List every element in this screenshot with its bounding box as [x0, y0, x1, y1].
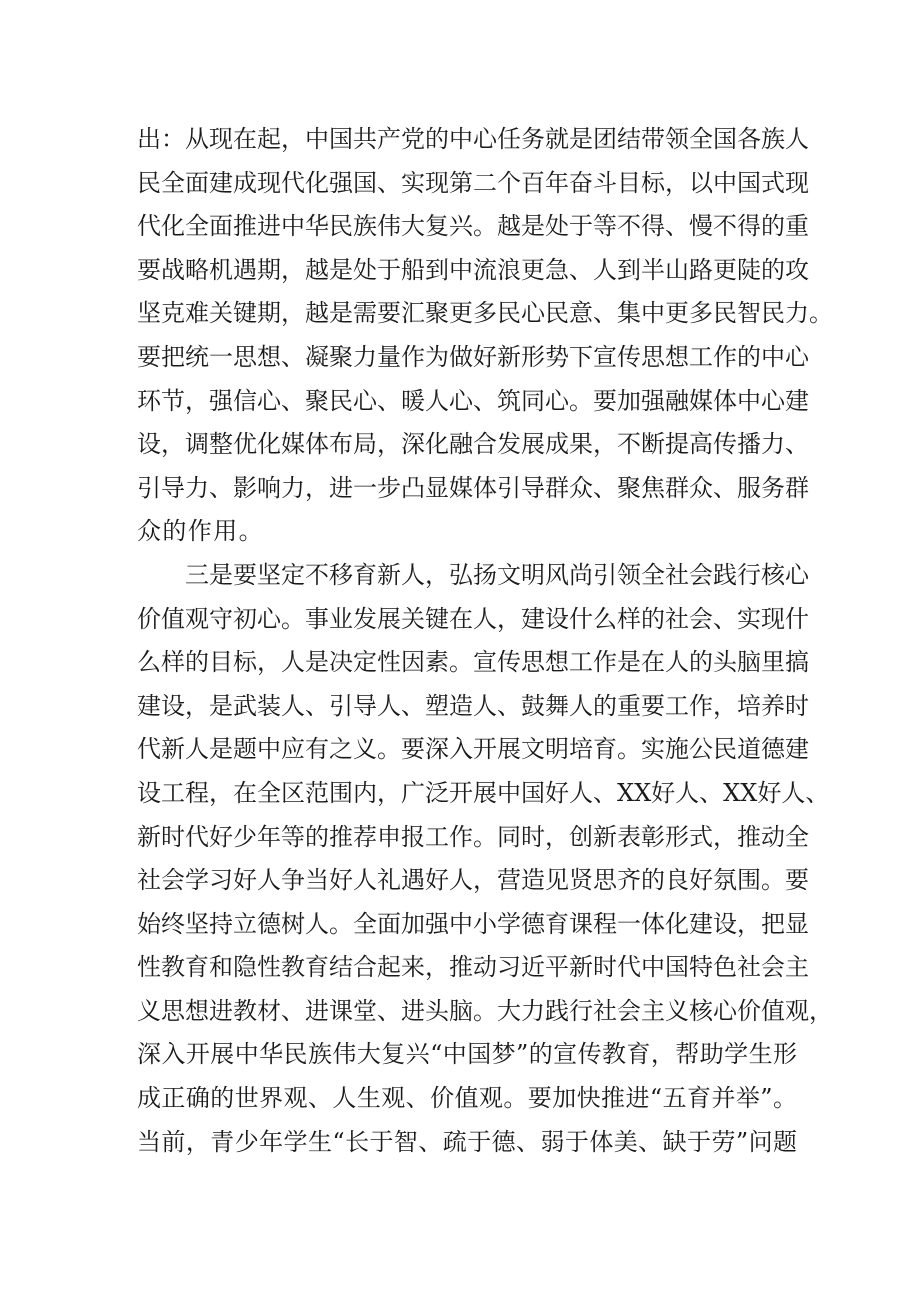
text-line: 代化全面推进中华民族伟大复兴。越是处于等不得、慢不得的重 [137, 212, 809, 241]
text-line: 成正确的世界观、人生观、价值观。要加快推进“五育并举”。 [137, 1084, 797, 1113]
text-line: 设工程，在全区范围内，广泛开展中国好人、XX好人、XX好人、 [137, 778, 830, 807]
text-line: 建设，是武装人、引导人、塑造人、鼓舞人的重要工作，培养时 [137, 691, 809, 720]
paragraph-end-line: 众的作用。 [137, 517, 264, 546]
text-line: 要战略机遇期，越是处于船到中流浪更急、人到半山路更陡的攻 [137, 255, 809, 284]
text-line: 新时代好少年等的推荐申报工作。同时，创新表彰形式，推动全 [137, 822, 809, 851]
text-line: 要把统一思想、凝聚力量作为做好新形势下宣传思想工作的中心 [137, 342, 809, 371]
text-line: 坚克难关键期，越是需要汇聚更多民心民意、集中更多民智民力。 [137, 299, 833, 328]
text-line: 义思想进教材、进课堂、进头脑。大力践行社会主义核心价值观， [137, 996, 833, 1025]
paragraph-start-line: 三是要坚定不移育新人，弘扬文明风尚引领全社会践行核心 [185, 560, 809, 589]
text-line: 出：从现在起，中国共产党的中心任务就是团结带领全国各族人 [137, 125, 809, 153]
text-line: 引导力、影响力，进一步凸显媒体引导群众、聚焦群众、服务群 [137, 473, 809, 502]
text-line: 深入开展中华民族伟大复兴“中国梦”的宣传教育，帮助学生形 [137, 1040, 797, 1069]
text-line: 代新人是题中应有之义。要深入开展文明培育。实施公民道德建 [137, 735, 809, 764]
text-line: 始终坚持立德树人。全面加强中小学德育课程一体化建设，把显 [137, 909, 809, 938]
text-line: 环节，强信心、聚民心、暖人心、筑同心。要加强融媒体中心建 [137, 386, 809, 415]
text-line: 设，调整优化媒体布局，深化融合发展成果，不断提高传播力、 [137, 430, 809, 459]
text-line: 民全面建成现代化强国、实现第二个百年奋斗目标，以中国式现 [137, 168, 809, 197]
text-line: 当前，青少年学生“长于智、疏于德、弱于体美、缺于劳”问题 [137, 1127, 797, 1156]
text-line: 价值观守初心。事业发展关键在人，建设什么样的社会、实现什 [137, 604, 809, 633]
text-line: 性教育和隐性教育结合起来，推动习近平新时代中国特色社会主 [137, 953, 809, 982]
text-line: 社会学习好人争当好人礼遇好人，营造见贤思齐的良好氛围。要 [137, 866, 809, 895]
body-text [137, 118, 833, 1164]
text-line: 么样的目标，人是决定性因素。宣传思想工作是在人的头脑里搞 [137, 648, 809, 677]
